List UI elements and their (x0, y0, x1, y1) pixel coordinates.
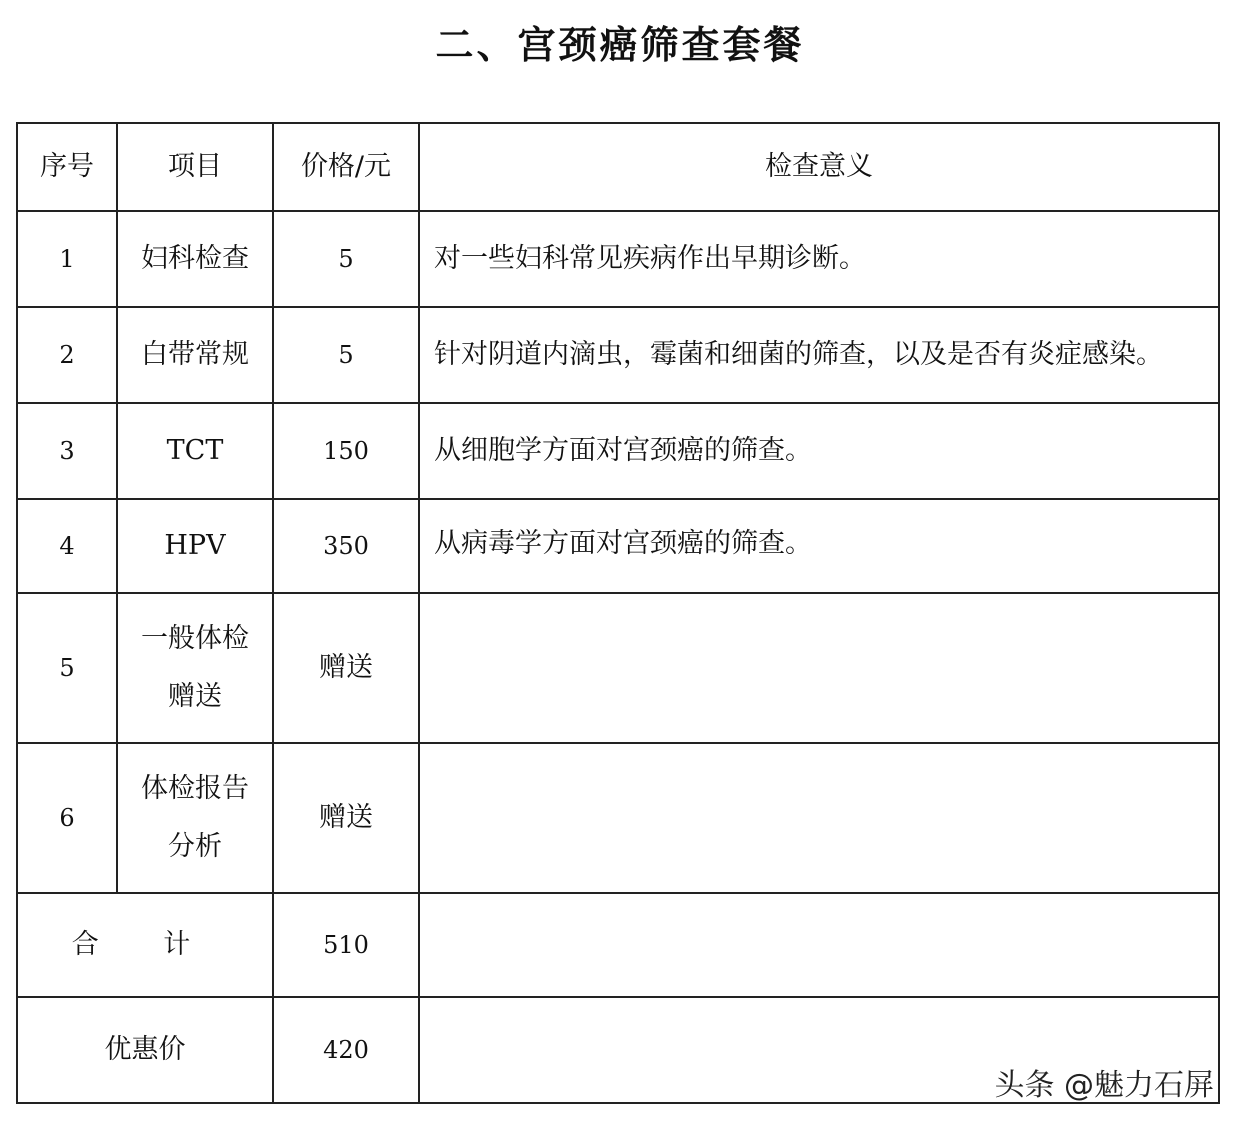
row-item (117, 743, 273, 893)
row-index: 5 (17, 593, 117, 743)
row-meaning: 从病毒学方面对宫颈癌的筛查。 (419, 499, 1219, 593)
watermark: 头条 @魅力石屏 (994, 1068, 1214, 1103)
table-row (17, 403, 1219, 499)
header-price: 价格/元 (273, 123, 419, 211)
header-meaning: 检查意义 (419, 123, 1219, 211)
row-index: 4 (17, 499, 117, 593)
row-meaning (419, 593, 1219, 743)
header-index: 序号 (17, 123, 117, 211)
row-item: 白带常规 (117, 307, 273, 403)
row-price: 150 (273, 403, 419, 499)
header-item: 项目 (117, 123, 273, 211)
row-meaning (419, 743, 1219, 893)
row-meaning: 从细胞学方面对宫颈癌的筛查。 (419, 403, 1219, 499)
row-item: 妇科检查 (117, 211, 273, 307)
total-meaning (419, 893, 1219, 997)
row-price: 5 (273, 211, 419, 307)
row-index: 6 (17, 743, 117, 893)
table-row (17, 593, 1219, 743)
table-row (17, 743, 1219, 893)
row-item: HPV (117, 499, 273, 593)
row-item-line: 体检报告 (141, 773, 249, 804)
row-price: 赠送 (273, 743, 419, 893)
table-row (17, 499, 1219, 593)
row-item-line: 一般体检 (141, 623, 249, 654)
total-label: 合 计 (17, 893, 273, 997)
discount-label: 优惠价 (17, 997, 273, 1103)
row-item-line: 分析 (168, 831, 222, 862)
table-row (17, 211, 1219, 307)
row-price: 350 (273, 499, 419, 593)
row-price: 赠送 (273, 593, 419, 743)
row-index: 1 (17, 211, 117, 307)
row-item-line: 赠送 (168, 681, 222, 712)
row-price: 5 (273, 307, 419, 403)
table-header-row (17, 123, 1219, 211)
row-meaning: 对一些妇科常见疾病作出早期诊断。 (419, 211, 1219, 307)
table-row (17, 307, 1219, 403)
discount-price: 420 (273, 997, 419, 1103)
page-title: 二、宫颈癌筛查套餐 (435, 22, 805, 67)
package-table (16, 122, 1220, 1104)
row-item (117, 593, 273, 743)
total-row (17, 893, 1219, 997)
row-meaning: 针对阴道内滴虫，霉菌和细菌的筛查，以及是否有炎症感染。 (419, 307, 1219, 403)
total-price: 510 (273, 893, 419, 997)
row-item: TCT (117, 403, 273, 499)
row-index: 2 (17, 307, 117, 403)
row-index: 3 (17, 403, 117, 499)
